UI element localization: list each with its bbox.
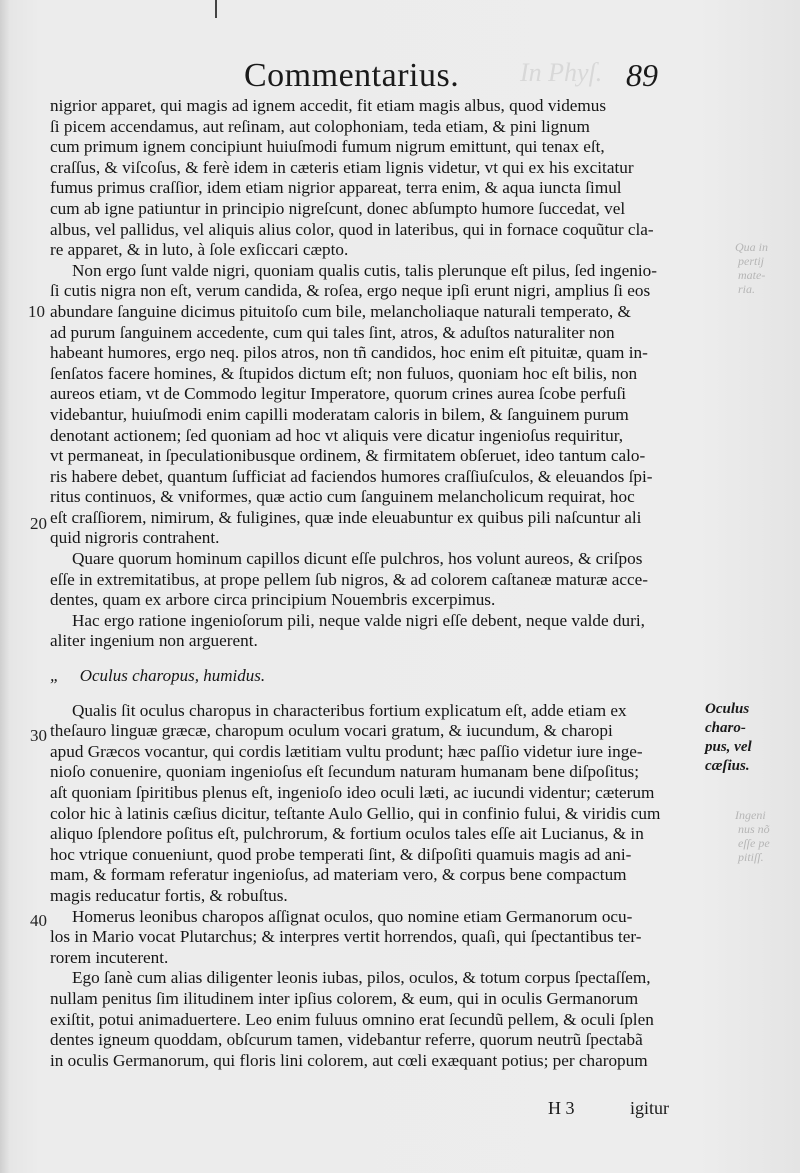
text-line: aliquo ſplendore poſitus eſt, pulchrorum, & fortium oculos tales eſſe ait Lucianus, & in xyxy=(50,824,644,844)
text-line: nioſo conuenire, quoniam ingenioſus eſt ſecundum naturam humanam bene diſpoſitus; xyxy=(50,762,640,782)
line-number-30: 30 xyxy=(30,726,47,745)
line-number-20: 20 xyxy=(30,514,47,533)
text-line: exiſtit, potui animaduertere. Leo enim fuluus omnino erat ſecundũ pellem, & oculi ſplen xyxy=(50,1009,654,1029)
text-line: Qualis ſit oculus charopus in characteribus fortium explicatum eſt, adde etiam ex xyxy=(72,700,627,720)
text-line: habeant humores, ergo neq. pilos atros, non tñ candidos, hoc enim eſt pituitæ, quam in- xyxy=(50,343,648,363)
show-through-side-note-2: Ingeni nus nõ eſſe pe pitiſſ. xyxy=(735,808,770,864)
text-line: albus, vel pallidus, vel aliquis alius color, quod in lateribus, qui in fornace coquũtur cla- xyxy=(50,219,654,239)
text-line: vt permaneat, in ſpeculationibusque ordinem, & firmitatem obſeruet, ideo tantum calo- xyxy=(50,446,646,466)
text-line: quid nigroris contrahent. xyxy=(50,528,220,548)
text-line: cum ab igne patiuntur in principio nigreſcunt, donec abſumpto humore ſuccedat, vel xyxy=(50,198,626,218)
catchword: igitur xyxy=(630,1098,669,1118)
text-line: denotant actionem; ſed quoniam ad hoc vt aliquis vere dicatur ingenioſus requiritur, xyxy=(50,425,624,445)
text-line: Non ergo ſunt valde nigri, quoniam qualis cutis, talis plerunque eſt pilus, ſed ingenio- xyxy=(72,260,657,280)
text-line: nigrior apparet, qui magis ad ignem accedit, fit etiam magis albus, quod videmus xyxy=(50,96,607,115)
text-line: dentes, quam ex arbore circa principium Nouembris excerpimus. xyxy=(50,590,496,610)
text-line: aureos etiam, vt de Commodo legitur Imperatore, quorum crines aurea ſcobe perfuſi xyxy=(50,384,627,404)
text-line: theſauro linguæ græcæ, charopum oculum vocari gratum, & iucundum, & charopi xyxy=(50,721,613,741)
text-line: ris habere debet, quantum ſufficiat ad faciendos humores craſſiuſculos, & eleuandos ſpi- xyxy=(50,466,653,486)
text-line: dentes igneum quoddam, obſcurum tamen, videbantur referre, quorum neutrũ ſpectabã xyxy=(50,1030,643,1050)
side-note-line: Oculus xyxy=(705,701,750,717)
text-line: rorem incuterent. xyxy=(50,947,169,967)
top-rule-mark xyxy=(215,0,217,18)
text-line: mam, & formam referatur ingenioſus, ad materiam vero, & corpus bene compactum xyxy=(50,865,627,885)
text-line: videbantur, huiuſmodi enim capilli moderatam caloris in bilem, & ſanguinem purum xyxy=(50,404,629,424)
text-line: Homerus leonibus charopos aſſignat oculos, quo nomine etiam Germanorum ocu- xyxy=(72,906,633,926)
page-title: Commentarius. xyxy=(244,57,460,94)
heading-text: Oculus charopus, humidus. xyxy=(79,666,266,686)
line-number-40: 40 xyxy=(30,911,47,930)
text-line: eſſe in extremitatibus, at prope pellem ſub nigros, & ad colorem caſtaneæ maturæ acce- xyxy=(50,569,649,589)
heading-quote-mark: „ xyxy=(50,666,60,686)
main-text xyxy=(50,96,700,1071)
text-line: fumus primus craſſior, idem etiam nigrior appareat, terra enim, & aqua iuncta ſimul xyxy=(50,178,622,198)
section-heading xyxy=(50,666,700,687)
text-line: eſt craſſiorem, nimirum, & fuligines, quæ inde eleuabuntur ex quibus pili naſcuntur ali xyxy=(50,507,642,527)
show-through-text: In Phyſ. xyxy=(520,58,603,87)
signature-mark: H 3 xyxy=(548,1098,575,1118)
text-line: ſi picem accendamus, aut reſinam, aut colophoniam, teda etiam, & pini lignum xyxy=(50,116,590,136)
text-line: hoc vtrique conueniunt, quod probe temperati ſint, & diſpoſiti quamuis magis ad ani- xyxy=(50,844,632,864)
text-line: magis reducatur fortis, & robuſtus. xyxy=(50,885,288,905)
text-line: Quare quorum hominum capillos dicunt eſſe pulchros, hos volunt aureos, & criſpos xyxy=(72,549,643,569)
text-line: apud Græcos vocantur, qui cordis lætitiam vultu produnt; hæc paſſio videtur iure inge- xyxy=(50,741,643,761)
side-note-line: charo- xyxy=(705,720,746,736)
text-line: aſt quoniam ſpiritibus plenus eſt, ingenioſo ideo oculi læti, ac iucundi videntur; cæterum xyxy=(50,783,655,802)
page-footer xyxy=(0,1098,800,1128)
page-number: 89 xyxy=(626,57,658,93)
side-note-line: pus, vel xyxy=(705,739,752,755)
side-note-line: cæſius. xyxy=(705,758,750,774)
text-line: ſenſatos facere homines, & ſtupidos dictum eſt; non fuluos, quoniam hoc eſt bilis, non xyxy=(50,363,638,383)
text-line: ſi cutis nigra non eſt, verum candida, & roſea, ergo neque ipſi erunt nigri, amplius ſi eos xyxy=(50,281,651,301)
text-line: in oculis Germanorum, qui floris lini colorem, aut cœli exæquant potius; per charopum xyxy=(50,1050,648,1070)
text-line: cum primum ignem concipiunt huiuſmodi fumum nigrum emittunt, qui tenax eſt, xyxy=(50,137,605,157)
text-line: Hac ergo ratione ingenioſorum pili, neque valde nigri eſſe debent, neque valde duri, xyxy=(72,610,645,630)
text-line: color hic à latinis cæſius dicitur, teſtante Aulo Gellio, qui in confinio fului, & viridis cum xyxy=(50,803,661,823)
text-line: ritus continuos, & vniformes, quæ actio cum ſanguinem melancholicum requirat, hoc xyxy=(50,487,635,507)
text-line: craſſus, & viſcoſus, & ferè idem in cæteris etiam lignis videtur, vt qui ex his excitatur xyxy=(50,157,634,177)
text-line: re apparet, & in luto, à ſole exſiccari cæpto. xyxy=(50,240,349,260)
text-line: nullam penitus ſim ilitudinem inter ipſius colorem, & eum, qui in oculis Germanorum xyxy=(50,988,639,1008)
marginal-note xyxy=(705,700,752,776)
text-line: aliter ingenium non arguerent. xyxy=(50,631,258,651)
show-through-side-note: Qua in pertij mate- ria. xyxy=(735,240,768,296)
line-number-10: 10 xyxy=(28,302,45,321)
text-line: abundare ſanguine dicimus pituitoſo cum bile, melancholiaque naturali temperato, & xyxy=(50,301,631,321)
text-line: Ego ſanè cum alias diligenter leonis iubas, pilos, oculos, & totum corpus ſpectaſſem, xyxy=(72,968,651,988)
text-line: ad purum ſanguinem accedente, cum qui tales ſint, atros, & aduſtos naturaliter non xyxy=(50,322,615,342)
text-line: los in Mario vocat Plutarchus; & interpres vertit horrendos, quaſi, qui ſpectantibus ter- xyxy=(50,927,642,947)
